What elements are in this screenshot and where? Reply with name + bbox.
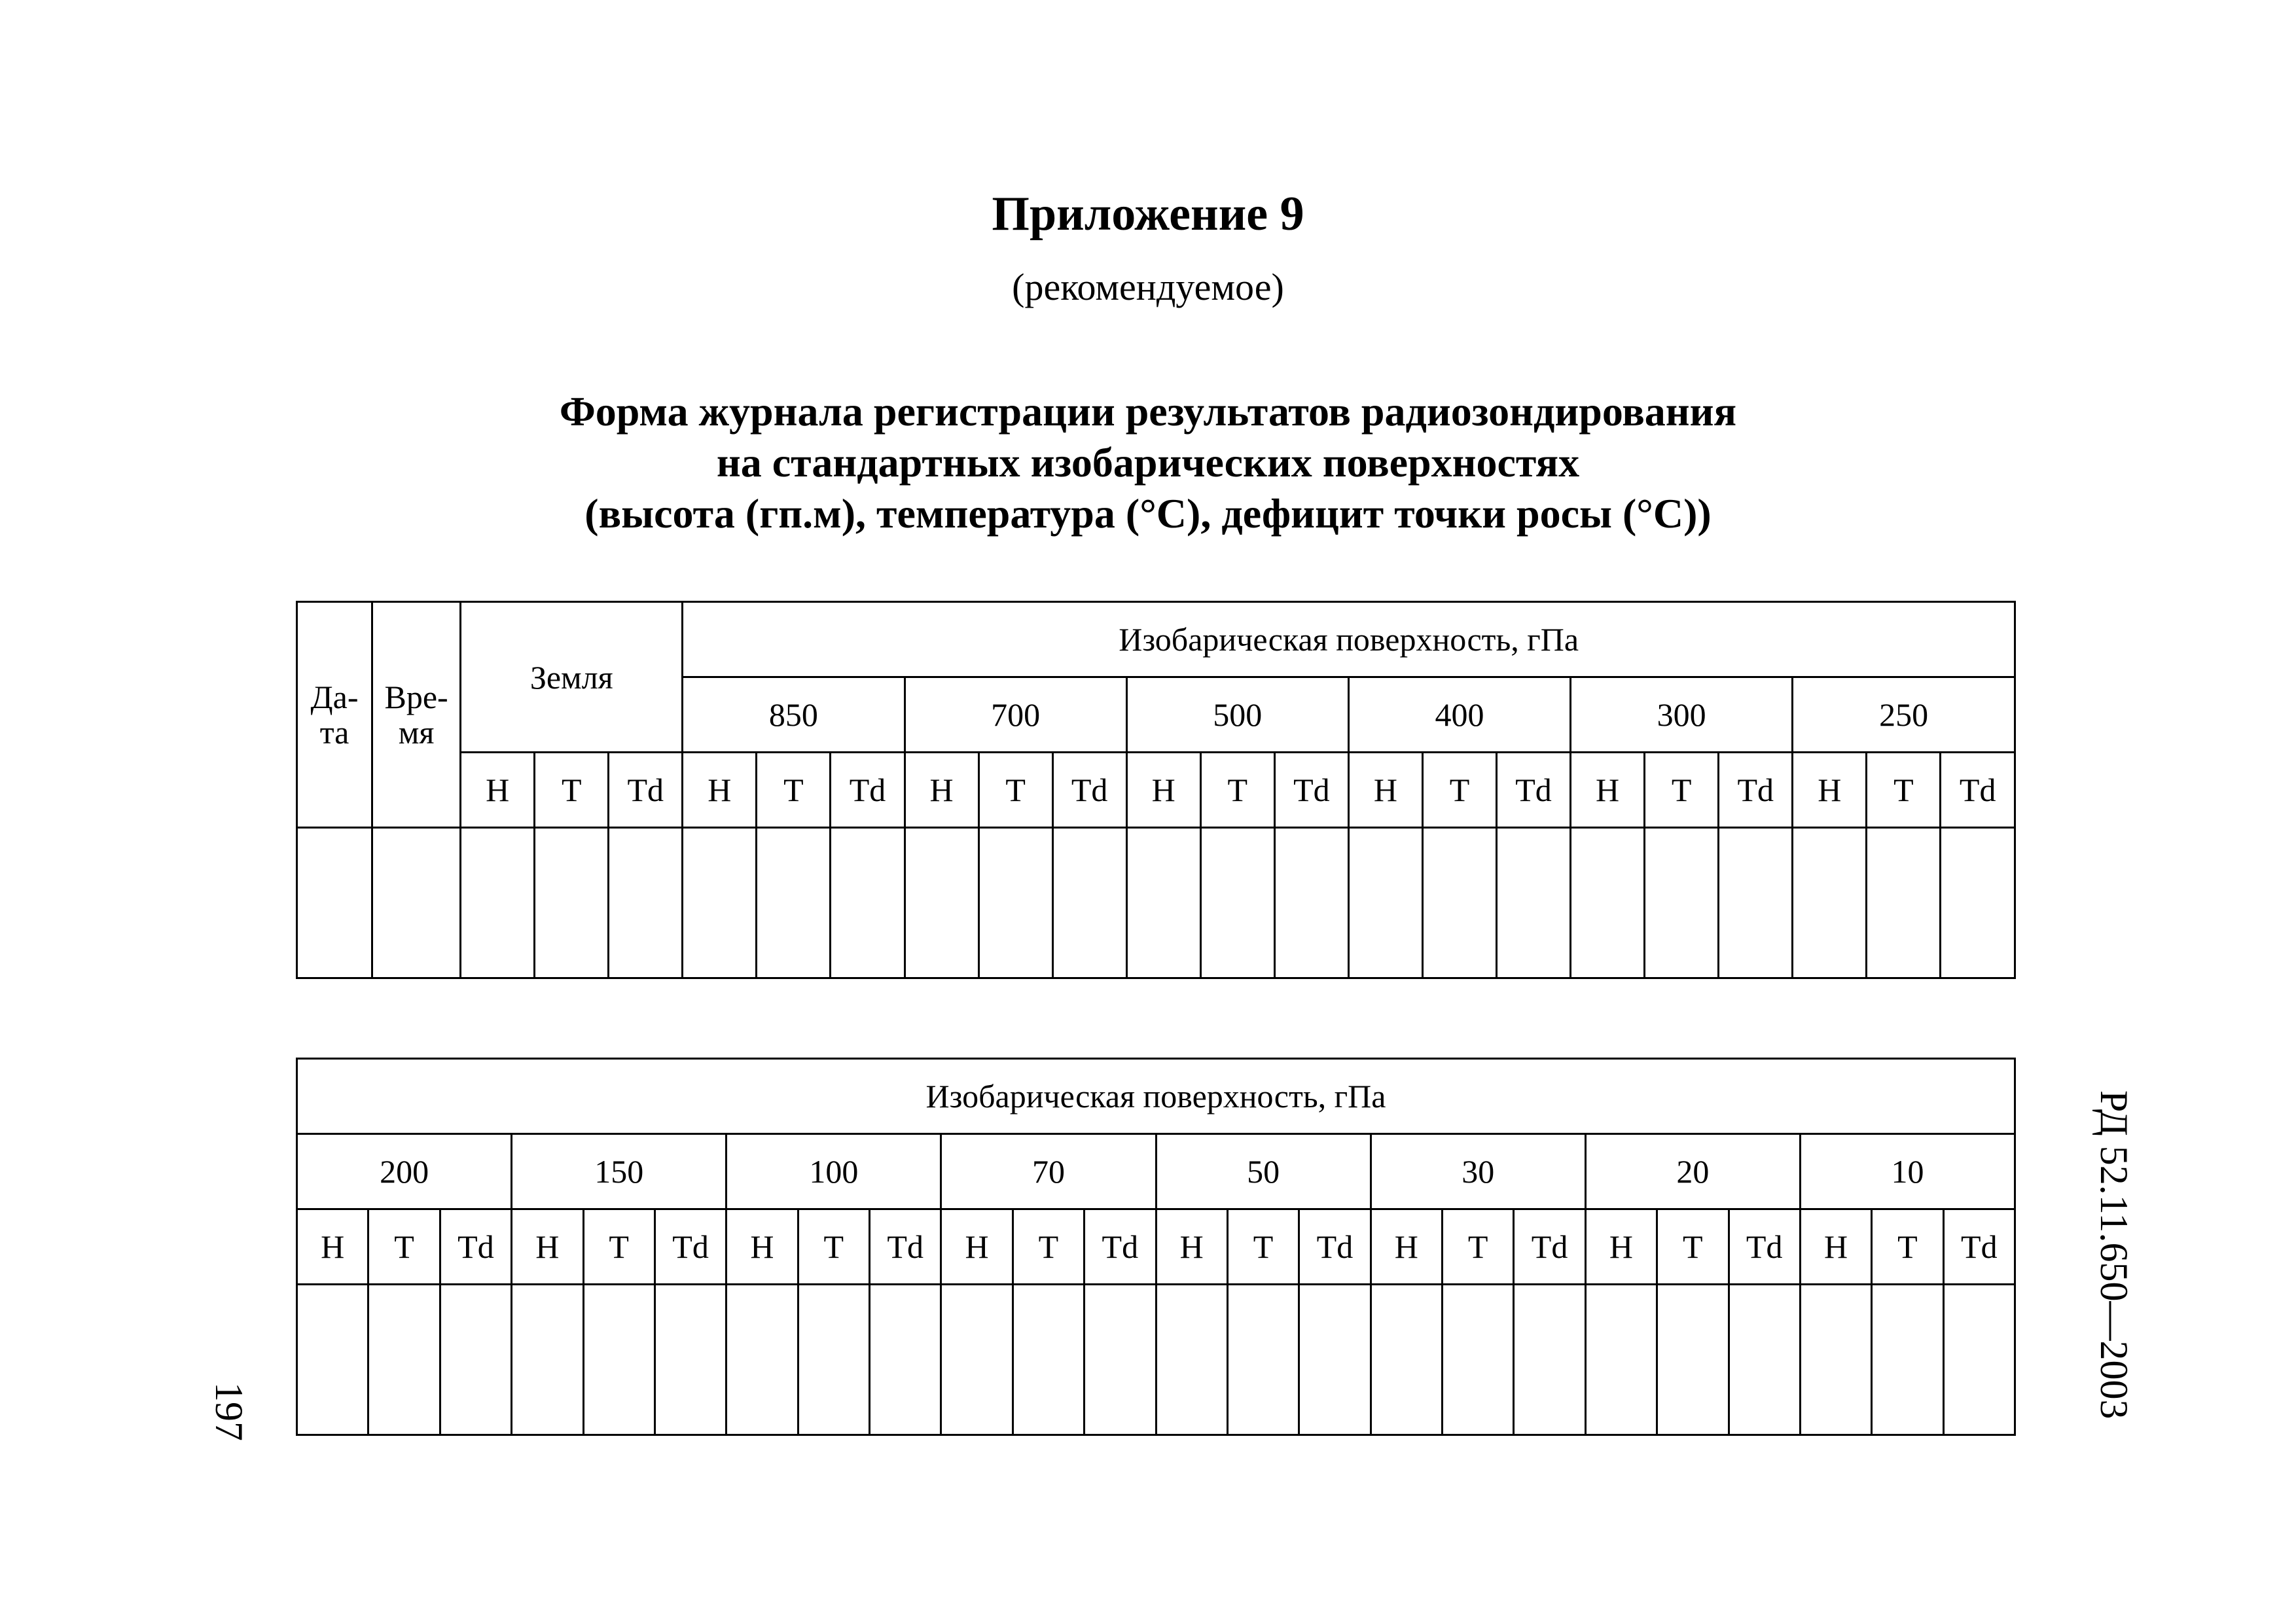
param-td: Td (1497, 753, 1571, 828)
header-row-2 (297, 1134, 2015, 1209)
isobaric-surface-header: Изобарическая поверхность, гПа (683, 602, 2015, 677)
param-t: Т (583, 1209, 655, 1285)
param-h: Н (1371, 1209, 1442, 1285)
entry-cell (1514, 1285, 1585, 1435)
sounding-log-table-1 (296, 601, 2016, 979)
level-header: 200 (297, 1134, 512, 1209)
entry-cell (1943, 1285, 2015, 1435)
level-header: 700 (905, 677, 1126, 753)
param-td: Td (609, 753, 683, 828)
level-header: 500 (1126, 677, 1348, 753)
param-h: Н (1585, 1209, 1657, 1285)
entry-cell (1348, 828, 1422, 978)
param-h: Н (512, 1209, 583, 1285)
param-h: Н (1571, 753, 1645, 828)
param-t: Т (1645, 753, 1719, 828)
entry-cell (683, 828, 757, 978)
entry-cell (1299, 1285, 1371, 1435)
entry-cell (905, 828, 978, 978)
data-entry-row (297, 828, 2015, 978)
entry-cell (1126, 828, 1200, 978)
entry-cell (1867, 828, 1941, 978)
param-h: Н (1156, 1209, 1227, 1285)
param-td: Td (1085, 1209, 1156, 1285)
param-td: Td (440, 1209, 511, 1285)
ground-header: Земля (461, 602, 683, 753)
entry-cell (1585, 1285, 1657, 1435)
entry-cell (1872, 1285, 1943, 1435)
entry-cell (1371, 1285, 1442, 1435)
param-t: Т (1443, 1209, 1514, 1285)
param-header-row (297, 753, 2015, 828)
level-header: 250 (1793, 677, 2015, 753)
data-entry-row (297, 1285, 2015, 1435)
header-row-1 (297, 602, 2015, 677)
entry-cell (1719, 828, 1793, 978)
entry-cell (798, 1285, 869, 1435)
level-header: 20 (1585, 1134, 1800, 1209)
param-td: Td (1052, 753, 1126, 828)
param-t: Т (1227, 1209, 1299, 1285)
entry-cell (870, 1285, 941, 1435)
param-td: Td (1514, 1209, 1585, 1285)
document-code: РД 52.11.650—2003 (2092, 1090, 2136, 1419)
entry-cell (1645, 828, 1719, 978)
param-h: Н (1348, 753, 1422, 828)
param-t: Т (368, 1209, 440, 1285)
param-td: Td (1719, 753, 1793, 828)
entry-cell (461, 828, 535, 978)
param-td: Td (870, 1209, 941, 1285)
param-td: Td (1299, 1209, 1371, 1285)
param-h: Н (726, 1209, 798, 1285)
level-header: 10 (1800, 1134, 2015, 1209)
entry-cell (941, 1285, 1013, 1435)
param-h: Н (461, 753, 535, 828)
param-t: Т (978, 753, 1052, 828)
form-title (0, 386, 2296, 539)
param-td: Td (1274, 753, 1348, 828)
entry-cell (1422, 828, 1496, 978)
entry-cell (583, 1285, 655, 1435)
entry-cell (440, 1285, 511, 1435)
param-t: Т (1013, 1209, 1084, 1285)
level-header: 70 (941, 1134, 1156, 1209)
date-header: Да- та (297, 602, 372, 828)
header-row-1 (297, 1059, 2015, 1134)
param-td: Td (655, 1209, 726, 1285)
param-t: Т (1657, 1209, 1729, 1285)
entry-cell (372, 828, 461, 978)
appendix-title: Приложение 9 (992, 187, 1304, 241)
param-h: Н (1126, 753, 1200, 828)
entry-cell (1729, 1285, 1800, 1435)
level-header: 400 (1348, 677, 1570, 753)
param-header-row (297, 1209, 2015, 1285)
param-td: Td (1729, 1209, 1800, 1285)
param-h: Н (683, 753, 757, 828)
entry-cell (1274, 828, 1348, 978)
entry-cell (1200, 828, 1274, 978)
level-header: 30 (1371, 1134, 1585, 1209)
entry-cell (609, 828, 683, 978)
entry-cell (1800, 1285, 1871, 1435)
param-h: Н (1800, 1209, 1871, 1285)
level-header: 50 (1156, 1134, 1371, 1209)
entry-cell (1657, 1285, 1729, 1435)
param-t: Т (798, 1209, 869, 1285)
param-h: Н (297, 1209, 368, 1285)
entry-cell (297, 1285, 368, 1435)
entry-cell (368, 1285, 440, 1435)
param-t: Т (1867, 753, 1941, 828)
entry-cell (1013, 1285, 1084, 1435)
form-title-line-1: Форма журнала регистрации результатов радиозондирования (559, 388, 1737, 435)
entry-cell (1443, 1285, 1514, 1435)
level-header: 150 (512, 1134, 726, 1209)
param-h: Н (1793, 753, 1867, 828)
param-t: Т (1200, 753, 1274, 828)
entry-cell (535, 828, 609, 978)
time-header: Вре- мя (372, 602, 461, 828)
level-header: 100 (726, 1134, 941, 1209)
entry-cell (1052, 828, 1126, 978)
entry-cell (726, 1285, 798, 1435)
entry-cell (1227, 1285, 1299, 1435)
param-t: Т (1422, 753, 1496, 828)
entry-cell (978, 828, 1052, 978)
entry-cell (1793, 828, 1867, 978)
entry-cell (297, 828, 372, 978)
param-h: Н (905, 753, 978, 828)
param-t: Т (535, 753, 609, 828)
entry-cell (1571, 828, 1645, 978)
entry-cell (1941, 828, 2015, 978)
param-t: Т (757, 753, 831, 828)
level-header: 300 (1571, 677, 1793, 753)
param-td: Td (1941, 753, 2015, 828)
level-header: 850 (683, 677, 905, 753)
param-t: Т (1872, 1209, 1943, 1285)
entry-cell (512, 1285, 583, 1435)
entry-cell (1156, 1285, 1227, 1435)
sounding-log-table-2 (296, 1058, 2016, 1436)
entry-cell (655, 1285, 726, 1435)
appendix-status: (рекомендуемое) (1012, 266, 1284, 308)
form-title-line-2: на стандартных изобарических поверхностях (716, 439, 1580, 486)
entry-cell (1085, 1285, 1156, 1435)
param-td: Td (1943, 1209, 2015, 1285)
entry-cell (831, 828, 905, 978)
param-h: Н (941, 1209, 1013, 1285)
param-td: Td (831, 753, 905, 828)
entry-cell (1497, 828, 1571, 978)
isobaric-surface-header: Изобарическая поверхность, гПа (297, 1059, 2015, 1134)
entry-cell (757, 828, 831, 978)
form-title-line-3: (высота (гп.м), температура (°С), дефицит точки росы (°С)) (584, 490, 1712, 537)
page-number: 197 (207, 1382, 251, 1441)
